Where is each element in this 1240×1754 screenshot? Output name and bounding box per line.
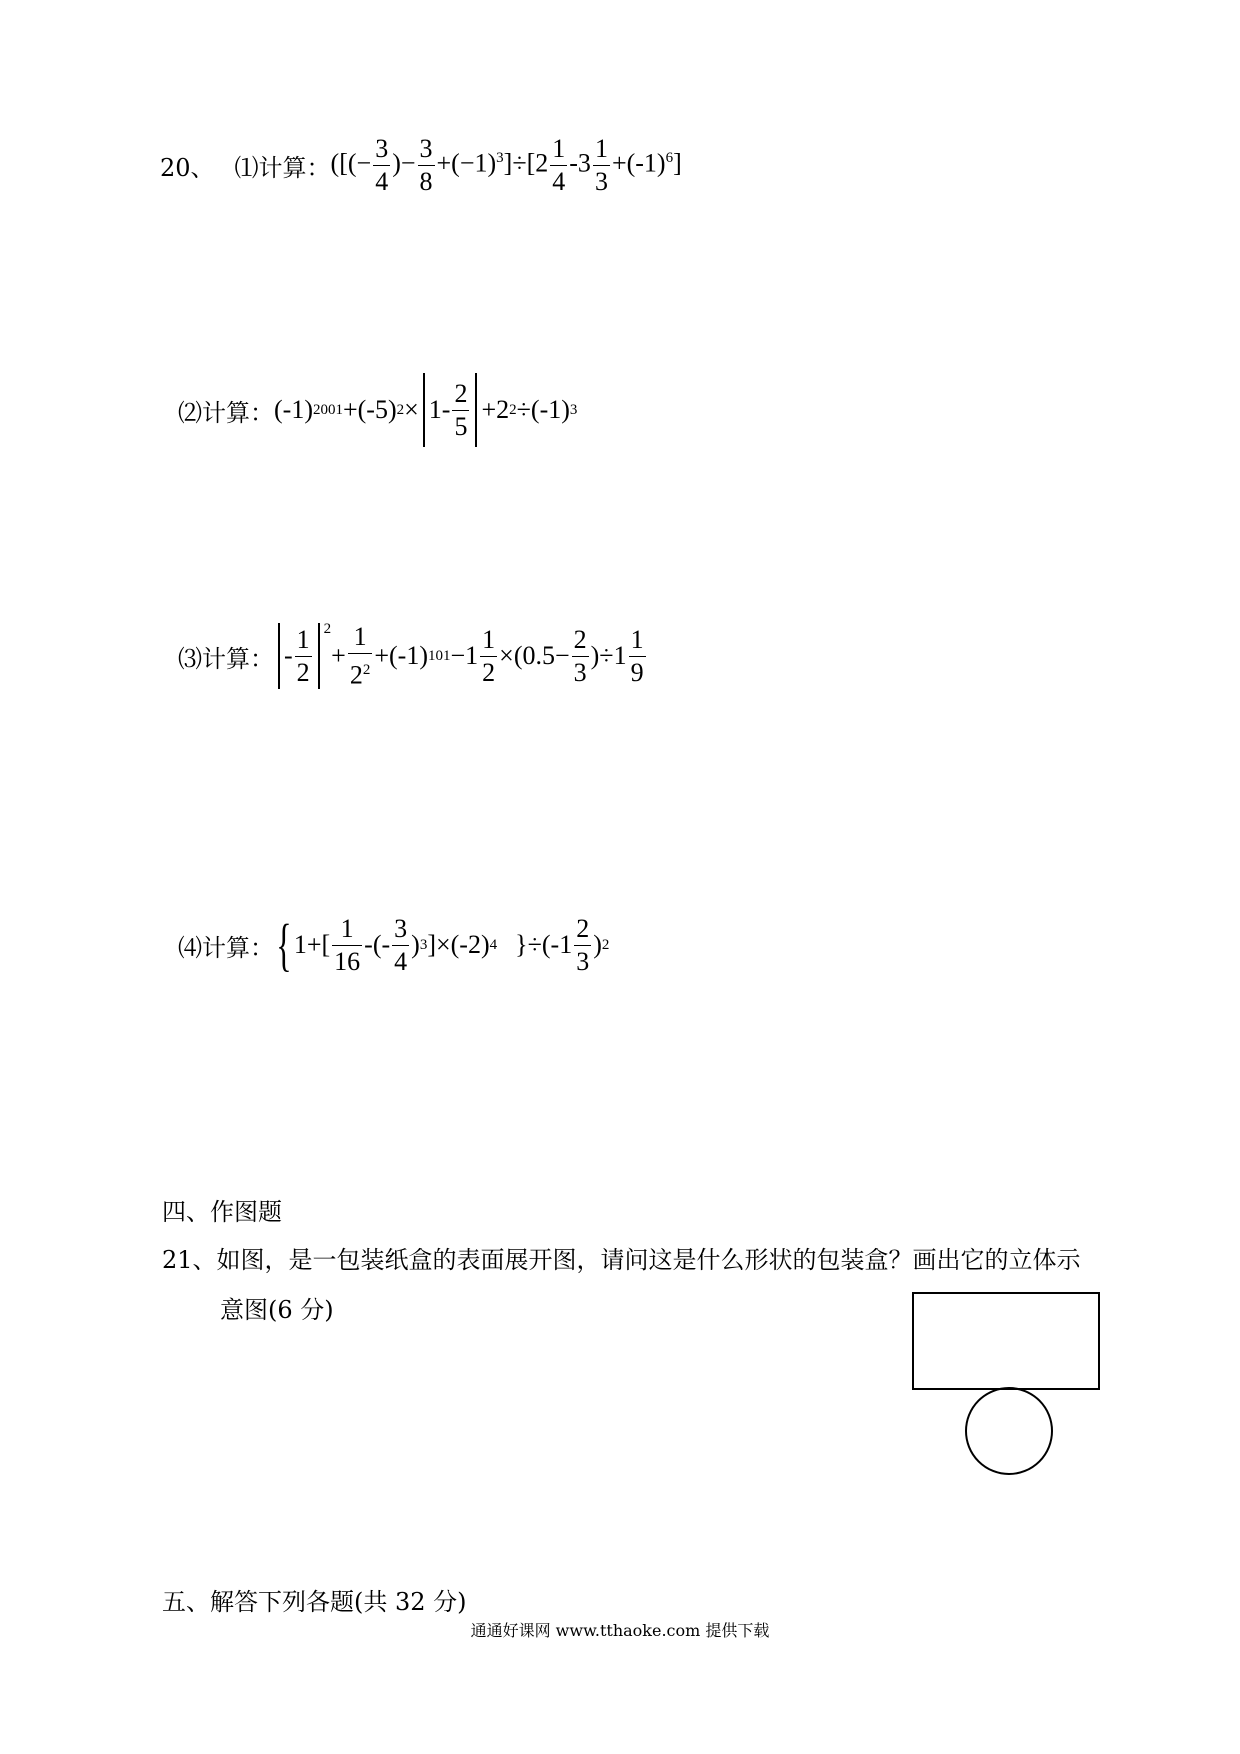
q20-part4	[178, 905, 609, 985]
section-heading-5: 五、解答下列各题(共 32 分)	[162, 1588, 467, 1616]
box-net-figure	[910, 1290, 1110, 1490]
formula-2: (-1) 2001 +(-5) 2 × 1- $\frac{2}{5}$ +2 2 ÷(-1) 3	[274, 373, 577, 447]
section-heading-4: 四、作图题	[162, 1198, 282, 1226]
q20-number: 20、	[160, 153, 215, 182]
net-rectangle	[913, 1293, 1099, 1389]
part4-label: ⑷计算：	[178, 933, 274, 962]
part1-label: ⑴计算：	[234, 153, 331, 182]
q20-part1	[160, 135, 682, 195]
page-footer: 通通好课网 www.tthaoke.com 提供下载	[470, 1621, 770, 1640]
formula-3: - $\frac{1}{2}$ $^2$ + $\frac{1}{2^2}$ +(-1) 101 −1 $\frac{1}{2}$ ×(0.5− $\frac{2}{3}$ )÷1 $\frac{1}{9}$	[274, 621, 648, 692]
q20-part3	[178, 618, 648, 694]
q20-part2	[178, 368, 577, 452]
formula-1: ([(− $\frac{3}{4}$ )− $\frac{3}{8}$ $+(-1)^3]\div[2$ $\frac{1}{4}$ -3 $\frac{1}{3}$ $+(-1)^6$]	[330, 133, 682, 196]
q21-text-line2: 意图(6 分)	[220, 1296, 334, 1324]
abs-bar-left	[423, 373, 425, 447]
formula-4: { 1+[ $\frac{1}{16}$ -(- $\frac{3}{4}$ ) 3 ]×(-2) 4 } ÷(-1 $\frac{2}{3}$ ) 2	[276, 912, 610, 977]
q21-text-line1: 21、如图，是一包装纸盒的表面展开图，请问这是什么形状的包装盒？画出它的立体示	[162, 1246, 1081, 1274]
part3-label: ⑶计算：	[178, 644, 274, 673]
abs-bar-right	[318, 623, 320, 689]
net-circle	[966, 1388, 1052, 1474]
part2-label: ⑵计算：	[178, 398, 274, 427]
abs-bar-right	[475, 373, 477, 447]
abs-bar-left	[278, 623, 280, 689]
